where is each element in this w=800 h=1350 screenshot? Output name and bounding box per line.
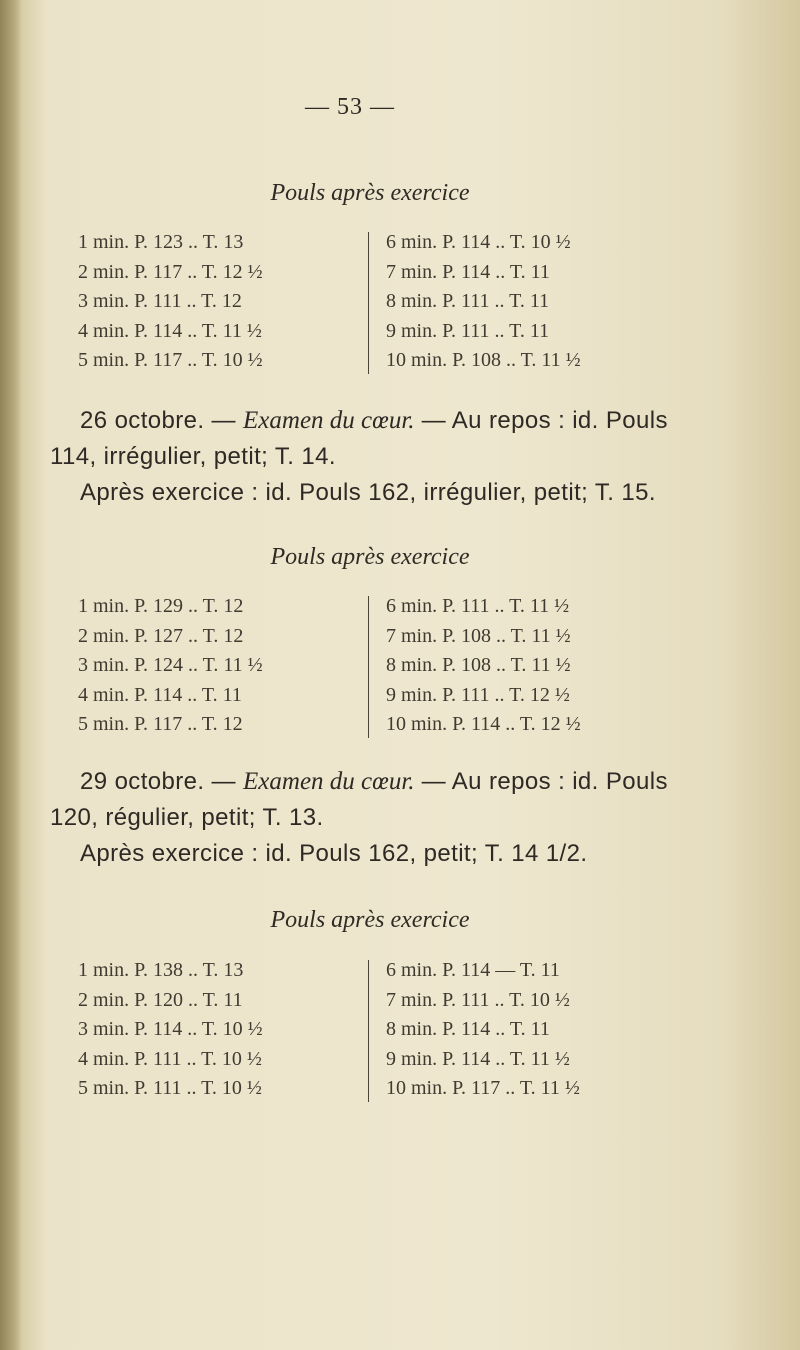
table-title: Pouls après exercice [270, 907, 470, 933]
table-right-column [386, 956, 686, 1104]
table-title: Pouls après exercice [270, 180, 470, 206]
table-row: 1 min. P. 138 .. T. 13 [78, 959, 244, 981]
table-right-column [386, 228, 686, 376]
table-row: 1 min. P. 129 .. T. 12 [78, 595, 244, 617]
table-row: 4 min. P. 114 .. T. 11 ½ [78, 319, 262, 342]
table-right-column [386, 592, 686, 740]
entry-exam-title: Examen du cœur. [243, 407, 415, 434]
column-divider [368, 232, 369, 374]
table-row: 8 min. P. 111 .. T. 11 [386, 290, 550, 312]
table-left-column [78, 228, 378, 376]
entry-rest-text: — Au repos : id. Pouls [414, 407, 668, 434]
exam-entry [50, 403, 710, 511]
table-row: 9 min. P. 111 .. T. 11 [386, 319, 550, 342]
table-row: 1 min. P. 123 .. T. 13 [78, 231, 244, 253]
table-row: 3 min. P. 114 .. T. 10 ½ [78, 1018, 263, 1040]
pulse-table [78, 592, 698, 742]
table-row: 4 min. P. 114 .. T. 11 [78, 683, 242, 706]
table-row: 8 min. P. 108 .. T. 11 ½ [386, 654, 571, 676]
table-row: 6 min. P. 114 .. T. 10 ½ [386, 231, 571, 253]
pulse-table [78, 228, 698, 378]
table-row: 2 min. P. 117 .. T. 12 ½ [78, 260, 263, 283]
table-row: 10 min. P. 108 .. T. 11 ½ [386, 349, 581, 371]
entry-date: 26 octobre. — [80, 407, 244, 434]
column-divider [368, 960, 369, 1102]
entry-rest-text: — Au repos : id. Pouls [414, 768, 668, 795]
table-row: 6 min. P. 111 .. T. 11 ½ [386, 595, 570, 617]
entry-line: 114, irrégulier, petit; T. 14. [50, 443, 336, 470]
table-row: 5 min. P. 117 .. T. 10 ½ [78, 349, 263, 371]
table-row: 2 min. P. 127 .. T. 12 [78, 624, 244, 647]
table-row: 4 min. P. 111 .. T. 10 ½ [78, 1047, 262, 1070]
entry-after-exercise: Après exercice : id. Pouls 162, irrégulier, petit; T. 15. [80, 479, 656, 506]
entry-line [50, 764, 710, 800]
table-row: 5 min. P. 111 .. T. 10 ½ [78, 1077, 262, 1099]
table-row: 10 min. P. 114 .. T. 12 ½ [386, 713, 581, 735]
table-row: 9 min. P. 111 .. T. 12 ½ [386, 683, 570, 706]
table-row: 3 min. P. 111 .. T. 12 [78, 290, 242, 312]
table-row: 3 min. P. 124 .. T. 11 ½ [78, 654, 263, 676]
table-row: 7 min. P. 114 .. T. 11 [386, 260, 550, 283]
entry-line: 120, régulier, petit; T. 13. [50, 804, 324, 831]
table-row: 9 min. P. 114 .. T. 11 ½ [386, 1047, 570, 1070]
entry-date: 29 octobre. — [80, 768, 244, 795]
table-row: 8 min. P. 114 .. T. 11 [386, 1018, 550, 1040]
pulse-table [78, 956, 698, 1106]
table-row: 10 min. P. 117 .. T. 11 ½ [386, 1077, 580, 1099]
table-left-column [78, 956, 378, 1104]
table-row: 7 min. P. 108 .. T. 11 ½ [386, 624, 571, 647]
table-row: 7 min. P. 111 .. T. 10 ½ [386, 988, 570, 1011]
page-number: — 53 — [305, 94, 395, 120]
entry-exam-title: Examen du cœur. [243, 768, 415, 795]
table-row: 6 min. P. 114 — T. 11 [386, 959, 560, 981]
table-row: 2 min. P. 120 .. T. 11 [78, 988, 243, 1011]
table-title: Pouls après exercice [270, 544, 470, 570]
entry-after-exercise: Après exercice : id. Pouls 162, petit; T. 14 1/2. [80, 840, 588, 867]
table-left-column [78, 592, 378, 740]
column-divider [368, 596, 369, 738]
exam-entry [50, 764, 710, 872]
table-row: 5 min. P. 117 .. T. 12 [78, 713, 243, 735]
entry-line [50, 403, 710, 439]
